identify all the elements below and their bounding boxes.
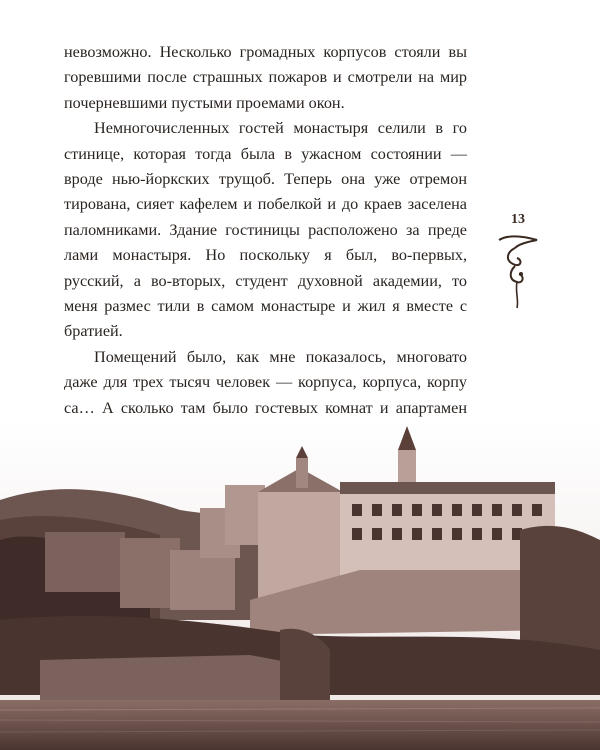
page-number: 13 (511, 212, 525, 227)
text-line: невозможно. Несколько громадных корпусов стояли вы (64, 43, 467, 61)
text-line: а во-вторых, студент духовной академии, то меня размес (64, 271, 467, 316)
text-line: почерневшими пустыми проемами окон. (64, 93, 345, 112)
text-line: тирована, сияет кафелем и побелкой и до краев заселена (64, 195, 467, 214)
monastery-photo (0, 420, 600, 750)
text-line: стинице, которая тогда была в ужасном состоянии — (64, 144, 467, 163)
decorative-ornament-icon (495, 230, 541, 310)
paragraph-2 (64, 116, 467, 345)
text-line: тили в самом монастыре и жил я вместе с братией. (64, 297, 468, 341)
text-line: вроде нью-йоркских трущоб. Теперь она уже отремон (64, 170, 467, 189)
text-line: Немногочисленных гостей монастыря селили в го (94, 119, 467, 138)
text-line: горевшими после страшных пожаров и смотрели на мир (64, 68, 467, 87)
text-line: даже для трех тысяч человек — корпуса, корпуса, корпу (64, 373, 467, 392)
text-line: лами монастыря. Но поскольку я был, во-первых, русский, (64, 246, 467, 290)
text-line: Помещений было, как мне показалось, многовато (94, 347, 467, 366)
paragraph-1 (64, 40, 467, 116)
text-line: паломниками. Здание гостиницы расположено за преде (64, 220, 467, 239)
text-line: са… А сколько там было гостевых комнат и апартамен (64, 398, 467, 417)
